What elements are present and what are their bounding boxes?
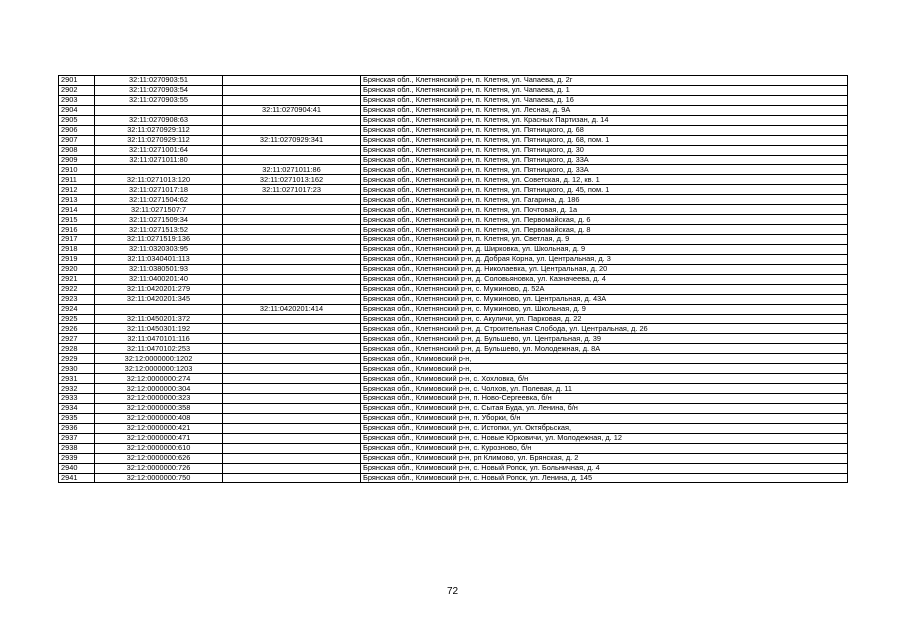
address-cell: Брянская обл., Клетнянский р-н, д. Строительная Слобода, ул. Центральная, д. 26 <box>361 324 848 334</box>
page-number: 72 <box>446 586 459 597</box>
address-cell: Брянская обл., Клетнянский р-н, д. Бульшево, ул. Молодежная, д. 8А <box>361 344 848 354</box>
related-cadastral-number-cell <box>223 473 361 483</box>
address-cell: Брянская обл., Климовский р-н, с. Новый Ропск, ул. Ленина, д. 145 <box>361 473 848 483</box>
cadastral-number-cell: 32:11:0320303:95 <box>95 244 223 254</box>
cadastral-number-cell: 32:11:0450201:372 <box>95 314 223 324</box>
cadastral-number-cell <box>95 105 223 115</box>
row-number-cell: 2928 <box>59 344 95 354</box>
cadastral-number-cell: 32:12:0000000:274 <box>95 374 223 384</box>
related-cadastral-number-cell: 32:11:0270904:41 <box>223 105 361 115</box>
address-cell: Брянская обл., Клетнянский р-н, п. Клетня, ул. Пятницкого, д. 30 <box>361 145 848 155</box>
row-number-cell: 2939 <box>59 453 95 463</box>
cadastral-number-cell: 32:12:0000000:1202 <box>95 354 223 364</box>
table-row <box>59 384 848 394</box>
row-number-cell: 2911 <box>59 175 95 185</box>
row-number-cell: 2910 <box>59 165 95 175</box>
cadastral-number-cell: 32:12:0000000:304 <box>95 384 223 394</box>
table-row <box>59 215 848 225</box>
row-number-cell: 2914 <box>59 205 95 215</box>
row-number-cell: 2918 <box>59 244 95 254</box>
table-row <box>59 105 848 115</box>
row-number-cell: 2934 <box>59 403 95 413</box>
row-number-cell: 2916 <box>59 225 95 235</box>
address-cell: Брянская обл., Клетнянский р-н, п. Клетня, ул. Пятницкого, д. 33А <box>361 165 848 175</box>
related-cadastral-number-cell: 32:11:0271013:162 <box>223 175 361 185</box>
table-row <box>59 85 848 95</box>
table-row <box>59 463 848 473</box>
cadastral-number-cell <box>95 165 223 175</box>
row-number-cell: 2929 <box>59 354 95 364</box>
row-number-cell: 2932 <box>59 384 95 394</box>
row-number-cell: 2919 <box>59 254 95 264</box>
row-number-cell: 2936 <box>59 423 95 433</box>
address-cell: Брянская обл., Климовский р-н, с. Хохловка, б/н <box>361 374 848 384</box>
row-number-cell: 2912 <box>59 185 95 195</box>
cadastral-number-cell: 32:11:0420201:345 <box>95 294 223 304</box>
row-number-cell: 2907 <box>59 135 95 145</box>
table-row <box>59 374 848 384</box>
related-cadastral-number-cell: 32:11:0420201:414 <box>223 304 361 314</box>
table-row <box>59 403 848 413</box>
address-cell: Брянская обл., Клетнянский р-н, с. Мужиново, ул. Школьная, д. 9 <box>361 304 848 314</box>
cadastral-number-cell: 32:11:0270908:63 <box>95 115 223 125</box>
row-number-cell: 2917 <box>59 235 95 245</box>
cadastral-number-cell: 32:11:0270929:112 <box>95 135 223 145</box>
row-number-cell: 2923 <box>59 294 95 304</box>
table-row <box>59 324 848 334</box>
cadastral-number-cell: 32:11:0270903:55 <box>95 95 223 105</box>
related-cadastral-number-cell <box>223 76 361 86</box>
property-register-table <box>58 75 848 483</box>
address-cell: Брянская обл., Клетнянский р-н, п. Клетня, ул. Советская, д. 12, кв. 1 <box>361 175 848 185</box>
related-cadastral-number-cell <box>223 274 361 284</box>
cadastral-number-cell: 32:12:0000000:358 <box>95 403 223 413</box>
row-number-cell: 2926 <box>59 324 95 334</box>
related-cadastral-number-cell <box>223 205 361 215</box>
related-cadastral-number-cell <box>223 443 361 453</box>
table-row <box>59 334 848 344</box>
related-cadastral-number-cell: 32:11:0271017:23 <box>223 185 361 195</box>
table-row <box>59 364 848 374</box>
row-number-cell: 2940 <box>59 463 95 473</box>
related-cadastral-number-cell <box>223 244 361 254</box>
address-cell: Брянская обл., Клетнянский р-н, п. Клетня, ул. Пятницкого, д. 68 <box>361 125 848 135</box>
address-cell: Брянская обл., Клетнянский р-н, п. Клетня, ул. Чапаева, д. 2г <box>361 76 848 86</box>
address-cell: Брянская обл., Климовский р-н, <box>361 364 848 374</box>
table-row <box>59 274 848 284</box>
row-number-cell: 2922 <box>59 284 95 294</box>
cadastral-number-cell: 32:11:0270929:112 <box>95 125 223 135</box>
address-cell: Брянская обл., Клетнянский р-н, п. Клетня, ул. Пятницкого, д. 33А <box>361 155 848 165</box>
table-row <box>59 264 848 274</box>
related-cadastral-number-cell <box>223 433 361 443</box>
cadastral-number-cell: 32:11:0340401:113 <box>95 254 223 264</box>
address-cell: Брянская обл., Клетнянский р-н, д. Николаевка, ул. Центральная, д. 20 <box>361 264 848 274</box>
table-row <box>59 304 848 314</box>
address-cell: Брянская обл., Климовский р-н, с. Курозново, б/н <box>361 443 848 453</box>
cadastral-number-cell: 32:11:0271013:120 <box>95 175 223 185</box>
related-cadastral-number-cell <box>223 225 361 235</box>
row-number-cell: 2924 <box>59 304 95 314</box>
address-cell: Брянская обл., Климовский р-н, с. Сытая Буда, ул. Ленина, б/н <box>361 403 848 413</box>
related-cadastral-number-cell <box>223 334 361 344</box>
related-cadastral-number-cell <box>223 403 361 413</box>
cadastral-number-cell: 32:12:0000000:408 <box>95 413 223 423</box>
row-number-cell: 2938 <box>59 443 95 453</box>
related-cadastral-number-cell <box>223 294 361 304</box>
cadastral-number-cell: 32:12:0000000:626 <box>95 453 223 463</box>
address-cell: Брянская обл., Клетнянский р-н, п. Клетня, ул. Первомайская, д. 8 <box>361 225 848 235</box>
address-cell: Брянская обл., Клетнянский р-н, д. Добрая Корна, ул. Центральная, д. 3 <box>361 254 848 264</box>
cadastral-number-cell: 32:11:0470101:116 <box>95 334 223 344</box>
table-row <box>59 155 848 165</box>
related-cadastral-number-cell <box>223 394 361 404</box>
related-cadastral-number-cell <box>223 235 361 245</box>
related-cadastral-number-cell <box>223 413 361 423</box>
address-cell: Брянская обл., Климовский р-н, рп Климово, ул. Брянская, д. 2 <box>361 453 848 463</box>
cadastral-number-cell: 32:11:0380501:93 <box>95 264 223 274</box>
row-number-cell: 2920 <box>59 264 95 274</box>
table-row <box>59 344 848 354</box>
row-number-cell: 2913 <box>59 195 95 205</box>
cadastral-number-cell: 32:11:0271001:64 <box>95 145 223 155</box>
cadastral-number-cell: 32:11:0271509:34 <box>95 215 223 225</box>
table-row <box>59 205 848 215</box>
row-number-cell: 2902 <box>59 85 95 95</box>
row-number-cell: 2927 <box>59 334 95 344</box>
address-cell: Брянская обл., Клетнянский р-н, п. Клетня, ул. Светлая, д. 9 <box>361 235 848 245</box>
row-number-cell: 2933 <box>59 394 95 404</box>
table-row <box>59 125 848 135</box>
row-number-cell: 2931 <box>59 374 95 384</box>
cadastral-number-cell: 32:12:0000000:471 <box>95 433 223 443</box>
table-row <box>59 244 848 254</box>
cadastral-number-cell: 32:11:0270903:51 <box>95 76 223 86</box>
table-row <box>59 413 848 423</box>
table-row <box>59 433 848 443</box>
related-cadastral-number-cell <box>223 115 361 125</box>
cadastral-number-cell: 32:12:0000000:421 <box>95 423 223 433</box>
related-cadastral-number-cell <box>223 374 361 384</box>
row-number-cell: 2909 <box>59 155 95 165</box>
related-cadastral-number-cell <box>223 453 361 463</box>
table-row <box>59 225 848 235</box>
related-cadastral-number-cell: 32:11:0270929:341 <box>223 135 361 145</box>
cadastral-number-cell: 32:11:0400201:40 <box>95 274 223 284</box>
table-body <box>59 76 848 483</box>
address-cell: Брянская обл., Клетнянский р-н, п. Клетня, ул. Гагарина, д. 186 <box>361 195 848 205</box>
address-cell: Брянская обл., Климовский р-н, п. Ново-Сергеевка, б/н <box>361 394 848 404</box>
related-cadastral-number-cell <box>223 125 361 135</box>
address-cell: Брянская обл., Клетнянский р-н, п. Клетня, ул. Пятницкого, д. 68, пом. 1 <box>361 135 848 145</box>
table-row <box>59 254 848 264</box>
cadastral-number-cell: 32:11:0271011:80 <box>95 155 223 165</box>
row-number-cell: 2935 <box>59 413 95 423</box>
cadastral-number-cell: 32:11:0271507:7 <box>95 205 223 215</box>
related-cadastral-number-cell <box>223 463 361 473</box>
related-cadastral-number-cell <box>223 423 361 433</box>
row-number-cell: 2904 <box>59 105 95 115</box>
cadastral-number-cell <box>95 304 223 314</box>
table-row <box>59 235 848 245</box>
row-number-cell: 2937 <box>59 433 95 443</box>
related-cadastral-number-cell <box>223 354 361 364</box>
table-row <box>59 473 848 483</box>
cadastral-number-cell: 32:12:0000000:1203 <box>95 364 223 374</box>
cadastral-number-cell: 32:12:0000000:726 <box>95 463 223 473</box>
related-cadastral-number-cell <box>223 155 361 165</box>
related-cadastral-number-cell <box>223 284 361 294</box>
related-cadastral-number-cell <box>223 314 361 324</box>
table-row <box>59 76 848 86</box>
address-cell: Брянская обл., Клетнянский р-н, п. Клетня, ул. Чапаева, д. 1 <box>361 85 848 95</box>
address-cell: Брянская обл., Климовский р-н, <box>361 354 848 364</box>
address-cell: Брянская обл., Клетнянский р-н, п. Клетня, ул. Лесная, д. 9А <box>361 105 848 115</box>
cadastral-number-cell: 32:11:0271017:18 <box>95 185 223 195</box>
row-number-cell: 2921 <box>59 274 95 284</box>
cadastral-number-cell: 32:12:0000000:323 <box>95 394 223 404</box>
address-cell: Брянская обл., Климовский р-н, с. Новый Ропск, ул. Больничная, д. 4 <box>361 463 848 473</box>
related-cadastral-number-cell <box>223 85 361 95</box>
cadastral-number-cell: 32:11:0271519:136 <box>95 235 223 245</box>
related-cadastral-number-cell <box>223 254 361 264</box>
cadastral-number-cell: 32:11:0420201:279 <box>95 284 223 294</box>
address-cell: Брянская обл., Клетнянский р-н, с. Мужиново, ул. Центральная, д. 43А <box>361 294 848 304</box>
cadastral-number-cell: 32:11:0271513:52 <box>95 225 223 235</box>
related-cadastral-number-cell <box>223 264 361 274</box>
address-cell: Брянская обл., Клетнянский р-н, п. Клетня, ул. Красных Партизан, д. 14 <box>361 115 848 125</box>
table-row <box>59 423 848 433</box>
table-row <box>59 443 848 453</box>
address-cell: Брянская обл., Клетнянский р-н, п. Клетня, ул. Первомайская, д. 6 <box>361 215 848 225</box>
table-row <box>59 115 848 125</box>
table-row <box>59 453 848 463</box>
row-number-cell: 2903 <box>59 95 95 105</box>
related-cadastral-number-cell: 32:11:0271011:86 <box>223 165 361 175</box>
table-row <box>59 165 848 175</box>
row-number-cell: 2908 <box>59 145 95 155</box>
cadastral-number-cell: 32:12:0000000:610 <box>95 443 223 453</box>
address-cell: Брянская обл., Клетнянский р-н, д. Бульшево, ул. Центральная, д. 39 <box>361 334 848 344</box>
address-cell: Брянская обл., Клетнянский р-н, п. Клетня, ул. Почтовая, д. 1а <box>361 205 848 215</box>
row-number-cell: 2941 <box>59 473 95 483</box>
related-cadastral-number-cell <box>223 324 361 334</box>
related-cadastral-number-cell <box>223 145 361 155</box>
table-row <box>59 314 848 324</box>
address-cell: Брянская обл., Клетнянский р-н, д. Ширковка, ул. Школьная, д. 9 <box>361 244 848 254</box>
table-row <box>59 175 848 185</box>
address-cell: Брянская обл., Клетнянский р-н, п. Клетня, ул. Чапаева, д. 16 <box>361 95 848 105</box>
table-row <box>59 135 848 145</box>
address-cell: Брянская обл., Клетнянский р-н, с. Мужиново, д. 52А <box>361 284 848 294</box>
address-cell: Брянская обл., Клетнянский р-н, д. Соловьяновка, ул. Казначеева, д. 4 <box>361 274 848 284</box>
table-row <box>59 185 848 195</box>
table-row <box>59 195 848 205</box>
row-number-cell: 2915 <box>59 215 95 225</box>
related-cadastral-number-cell <box>223 215 361 225</box>
row-number-cell: 2925 <box>59 314 95 324</box>
cadastral-number-cell: 32:12:0000000:750 <box>95 473 223 483</box>
related-cadastral-number-cell <box>223 195 361 205</box>
cadastral-number-cell: 32:11:0450301:192 <box>95 324 223 334</box>
row-number-cell: 2905 <box>59 115 95 125</box>
row-number-cell: 2901 <box>59 76 95 86</box>
cadastral-number-cell: 32:11:0470102:253 <box>95 344 223 354</box>
table-row <box>59 294 848 304</box>
address-cell: Брянская обл., Климовский р-н, п. Уборки, б/н <box>361 413 848 423</box>
address-cell: Брянская обл., Клетнянский р-н, п. Клетня, ул. Пятницкого, д. 45, пом. 1 <box>361 185 848 195</box>
table-row <box>59 284 848 294</box>
related-cadastral-number-cell <box>223 95 361 105</box>
related-cadastral-number-cell <box>223 344 361 354</box>
row-number-cell: 2906 <box>59 125 95 135</box>
table-row <box>59 354 848 364</box>
table-row <box>59 95 848 105</box>
table-row <box>59 394 848 404</box>
address-cell: Брянская обл., Климовский р-н, с. Чолхов, ул. Полевая, д. 11 <box>361 384 848 394</box>
cadastral-number-cell: 32:11:0270903:54 <box>95 85 223 95</box>
related-cadastral-number-cell <box>223 384 361 394</box>
address-cell: Брянская обл., Климовский р-н, с. Истопки, ул. Октябрьская, <box>361 423 848 433</box>
related-cadastral-number-cell <box>223 364 361 374</box>
row-number-cell: 2930 <box>59 364 95 374</box>
table-row <box>59 145 848 155</box>
address-cell: Брянская обл., Климовский р-н, с. Новые Юрковичи, ул. Молодежная, д. 12 <box>361 433 848 443</box>
address-cell: Брянская обл., Клетнянский р-н, с. Акуличи, ул. Парковая, д. 22 <box>361 314 848 324</box>
cadastral-number-cell: 32:11:0271504:62 <box>95 195 223 205</box>
